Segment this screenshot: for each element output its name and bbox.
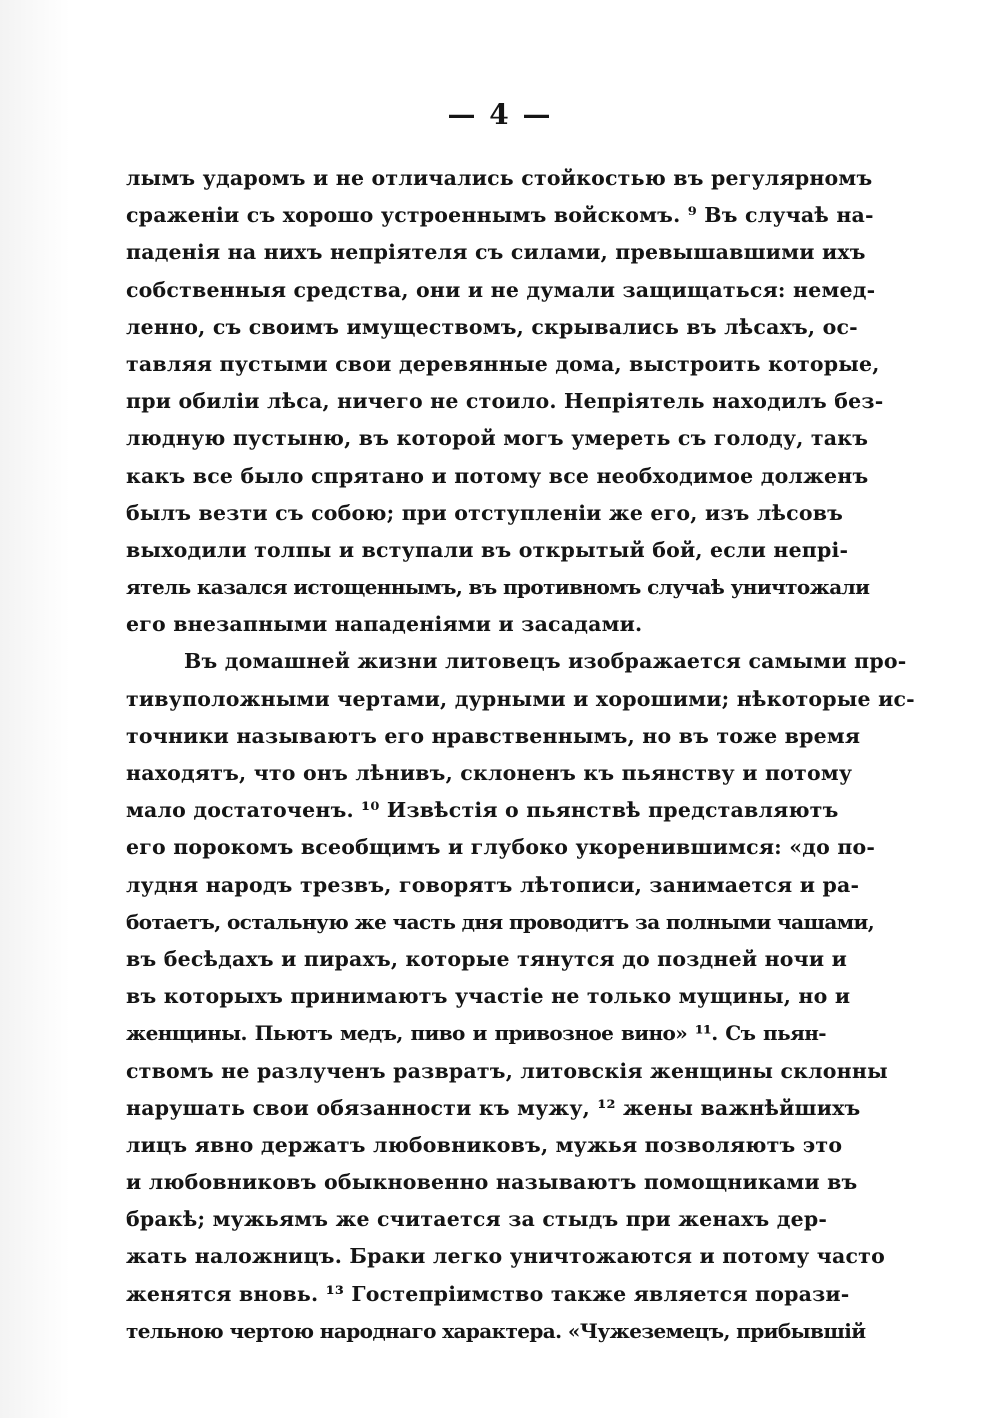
text-line: какъ все было спрятано и потому все необходимое долженъ: [126, 463, 869, 488]
text-line: ботаетъ, остальную же часть дня проводитъ за полными чашами,: [126, 909, 875, 934]
text-line: собственныя средства, они и не думали защищаться: немед-: [126, 277, 876, 302]
text-line: точники называютъ его нравственнымъ, но въ тоже время: [126, 723, 861, 748]
text-line: въ бесѣдахъ и пирахъ, которые тянутся до поздней ночи и: [126, 946, 848, 971]
text-line: тельною чертою народнаго характера. «Чужеземецъ, прибывшій: [126, 1318, 866, 1343]
text-line: его порокомъ всеобщимъ и глубоко укоренившимся: «до по-: [126, 835, 876, 860]
text-line: былъ везти съ собою; при отступленіи же его, изъ лѣсовъ: [126, 500, 844, 525]
text-line: лицъ явно держатъ любовниковъ, мужья позволяютъ это: [126, 1132, 843, 1157]
text-line: и любовниковъ обыкновенно называютъ помощниками въ: [126, 1170, 858, 1195]
text-line: женятся вновь. ¹³ Гостепріимство также является порази-: [126, 1281, 850, 1306]
text-line: женщины. Пьютъ медъ, пиво и привозное вино» ¹¹. Съ пьян-: [126, 1021, 826, 1046]
text-line: тивуположными чертами, дурными и хорошими; нѣкоторые ис-: [126, 686, 915, 711]
text-line: выходили толпы и вступали въ открытый бой, если непрі-: [126, 537, 849, 562]
page-number: — 4 —: [447, 98, 553, 131]
text-line: въ которыхъ принимаютъ участіе не только мущины, но и: [126, 984, 851, 1009]
text-line: нарушать свои обязанности къ мужу, ¹² жены важнѣйшихъ: [126, 1095, 861, 1120]
text-line: ленно, съ своимъ имуществомъ, скрывались въ лѣсахъ, ос-: [126, 314, 858, 339]
text-line: паденія на нихъ непріятеля съ силами, превышавшими ихъ: [126, 240, 866, 265]
text-line: мало достаточенъ. ¹⁰ Извѣстія о пьянствѣ представляютъ: [126, 798, 839, 823]
page-edge-shadow: [0, 0, 70, 1418]
text-line: лымъ ударомъ и не отличались стойкостью въ регулярномъ: [126, 166, 873, 190]
text-line: людную пустыню, въ которой могъ умереть съ голоду, такъ: [126, 426, 869, 451]
paragraph-start-line: Въ домашней жизни литовецъ изображается самыми про-: [184, 649, 907, 674]
text-line: тавляя пустыми свои деревянные дома, выстроить которые,: [126, 351, 880, 376]
text-line: ятель казался истощеннымъ, въ противномъ случаѣ уничтожали: [126, 575, 870, 600]
text-line: жать наложницъ. Браки легко уничтожаются и потому часто: [126, 1244, 885, 1269]
text-line: бракѣ; мужьямъ же считается за стыдъ при женахъ дер-: [126, 1207, 828, 1232]
text-line: лудня народъ трезвъ, говорятъ лѣтописи, занимается и ра-: [126, 872, 860, 897]
body-text: [126, 160, 915, 1350]
paragraph-end-line: его внезапными нападеніями и засадами.: [126, 612, 643, 637]
text-line: при обиліи лѣса, ничего не стоило. Непріятель находилъ без-: [126, 389, 884, 414]
text-line: находятъ, что онъ лѣнивъ, склоненъ къ пьянству и потому: [126, 761, 853, 785]
text-line: сраженіи съ хорошо устроеннымъ войскомъ. ⁹ Въ случаѣ на-: [126, 203, 874, 228]
text-line: ствомъ не разлученъ развратъ, литовскія женщины склонны: [126, 1058, 888, 1083]
